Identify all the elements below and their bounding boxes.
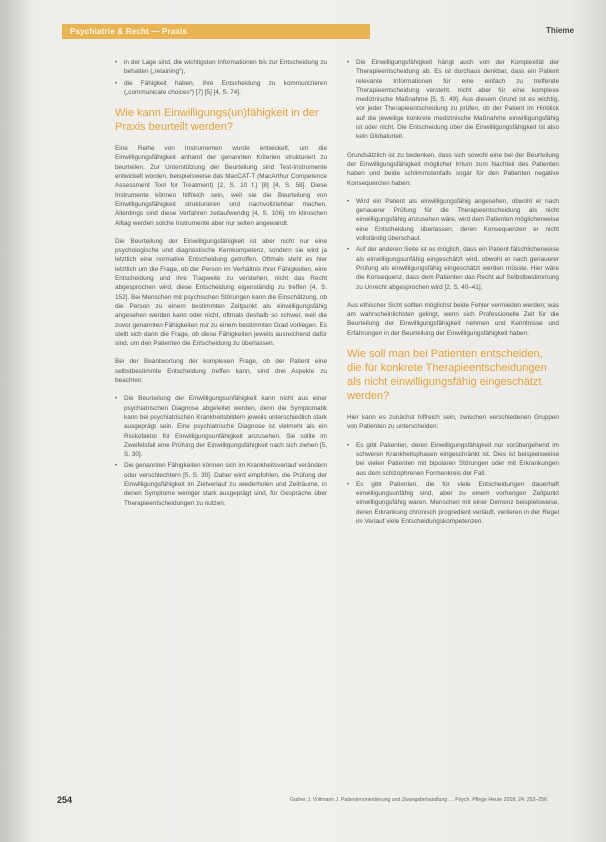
left-bullet-list bbox=[115, 394, 327, 508]
list-item: • Wird ein Patient als einwilligungsfähig angesehen, obwohl er nach genauerer Prüfung für die Therapieentscheidung als nicht einwilligungsfähig anzusehen wäre, wird dem Patienten möglicherweise eine Entscheidung überlassen, deren Konsequenzen er nicht vollständig überschaut. bbox=[347, 197, 559, 243]
list-item: • die Fähigkeit haben, ihre Entscheidung zu kommunizieren („communicate choices“) [7] [5] [4, S. 74]. bbox=[115, 79, 327, 98]
list-item: • Es gibt Patienten, deren Einwilligungsfähigkeit nur vorübergehend im schweren Krankheitsphasen eingeschränkt ist. Dies ist beispielsweise bei vielen Patienten mit bipolaren Störungen oder mit Erkrankungen aus dem schizophrenen Formenkreis der Fall. bbox=[347, 441, 559, 478]
list-item: • Es gibt Patienten, die für viele Entscheidungen dauerhaft einwilligungsunfähig sind, aber zu einem vorherigen Zeitpunkt einwilligungsfähig waren. Menschen mit einer Demenz beispielsweise, deren Erkrankung chronisch progredient verläuft, verlieren in der Regel im Verlauf viele Entscheidungskompetenzen. bbox=[347, 480, 559, 526]
right-top-bullet-list bbox=[347, 58, 559, 142]
list-item: • Die genannten Fähigkeiten können sich im Krankheitsverlauf verändern oder verschlechtern [5, S. 30]. Daher wird empfohlen, die Prüfung der Einwilligungsfähigkeit im Zeitverlauf zu wiederholen und Zeiträume, in denen Symptome weniger stark ausgeprägt sind, für Gespräche über Therapieentscheidungen zu nutzen. bbox=[115, 461, 327, 507]
list-item: • Die Beurteilung der Einwilligungsunfähigkeit kann nicht aus einer psychiatrischen Diagnose abgeleitet werden, denn die Symptomatik kann bei psychiatrischen Krankheitsbildern jeweils unterschiedlich stark ausgeprägt sein. Eine psychiatrische Diagnose ist vielmehr als ein Risikofaktor für Einwilligungsunfähigkeit anzusehen. Sie sollte im Zweifelsfall eine Prüfung der Einwilligungsfähigkeit nach sich ziehen [5, S. 30]. bbox=[115, 394, 327, 459]
publisher-brand: Thieme bbox=[545, 26, 574, 35]
paragraph: Aus ethischer Sicht sollten möglichst beide Fehler vermieden werden; was am wahrscheinlichsten gelingt, wenn sich Professionelle Zeit für die Beurteilung der Einwilligungsfähigkeit nehmen und Kenntnisse und Erfahrungen in der Beurteilung der Einwilligungsfähigkeit haben. bbox=[347, 301, 559, 337]
list-item: • in der Lage sind, die wichtigsten Informationen bis zur Entscheidung zu behalten („retaining“), bbox=[115, 58, 327, 77]
paragraph: Eine Reihe von Instrumenten wurde entwickelt, um die Einwilligungsfähigkeit anhand der genannten Kriterien strukturiert zu beurteilen. Zur Unterstützung der Beurteilung sind Test-Instrumente entwickelt worden, beispielsweise das MacCAT-T (MacArthur Competence Assessment Tool for Treatment) [2, S. 10 f.] [8] [4, S. 58]. Diese Instrumente können hilfreich sein, weil sie die Beurteilung von Einwilligungsfähigkeit strukturieren und nachvollziehbar machen. Allerdings sind diese Verfahren zeitaufwendig [4, S. 106]. Im klinischen Alltag werden solche Instrumente aber nur selten angewandt. bbox=[115, 145, 327, 227]
page-fold-shadow bbox=[0, 0, 30, 842]
section-heading: Wie kann Einwilligungs(un)fähigkeit in der Praxis beurteilt werden? bbox=[115, 107, 319, 134]
footer-citation: Gather J, Vollmann J. Patientenorientierung und Zwangsbehandlung … Psych. Pflege Heute 2018; 24: 252–256 bbox=[290, 797, 547, 803]
section-heading: Wie soll man bei Patienten entscheiden, die für konkrete Therapieentscheidungen als nicht einwilligungsfähig eingeschätzt werden? bbox=[347, 348, 547, 403]
right-bottom-bullet-list bbox=[347, 441, 559, 527]
left-column bbox=[115, 58, 327, 517]
section-header-bar bbox=[62, 24, 370, 39]
list-item: • Die Einwilligungsfähigkeit hängt auch von der Komplexität der Therapieentscheidung ab. Es ist durchaus denkbar, dass ein Patient relevante Informationen für eine einfach zu treffende Therapieentscheidung versteht, nicht aber für eine komplexe medizinische Maßnahme [5, S. 49]. Aus diesem Grund ist es wichtig, vor jeder Therapieentscheidung zu prüfen, ob der Patient im Hinblick auf die jeweilige konkrete medizinische Maßnahme einwilligungsfähig ist oder nicht. Die Entscheidung über die Einwilligungsfähigkeit ist also kein Globalurteil. bbox=[347, 58, 559, 142]
paragraph: Die Beurteilung der Einwilligungsfähigkeit ist aber nicht nur eine psychologische und diagnostische Kernkompetenz, sondern sie wird ja letztlich eine normative Entscheidung getroffen. Oftmals steht es hier letztlich um die Frage, ob der Person im Verhältnis ihrer Fähigkeiten, eine Entscheidung und ihre Tragweite zu verstehen, nicht das Recht abgesprochen wird, diese Entscheidung eigenständig zu treffen [4, S. 152]. Bei Menschen mit psychischen Störungen kann die Einschätzung, ob die Person zu einem bestimmten Zeitpunkt als einwilligungsfähig angesehen werden kann oder nicht, oftmals deshalb so schwer, weil die zuvor genannten Fähigkeiten nur zu einem bestimmten Grad vorliegen. Es stellt sich dann die Frage, ob diese Fähigkeiten jeweils ausreichend dafür sind, um den Patienten die Entscheidung zu überlassen. bbox=[115, 237, 327, 348]
paragraph: Grundsätzlich ist zu bedenken, dass sich sowohl eine bei der Beurteilung der Einwilligungsfähigkeit möglicher Irrtum zum Nachteil des Patienten haben und beide schlimmstenfalls sogar für den Patienten negative Konsequenzen haben: bbox=[347, 151, 559, 187]
paragraph: Bei der Beantwortung der komplexen Frage, ob der Patient eine selbstbestimmte Entscheidung treffen kann, sind drei Aspekte zu beachten: bbox=[115, 358, 327, 385]
page-number: 254 bbox=[57, 795, 73, 805]
list-item: • Auf der anderen Seite ist es möglich, dass ein Patient fälschlicherweise als einwilligungsunfähig eingeschätzt wird, obwohl er nach genauerer Prüfung als einwilligungsfähig eingeschätzt werden müsste. Hier wäre die Konsequenz, dass dem Patienten das Recht auf Selbstbestimmung zu Unrecht abgesprochen wird [2, S. 40–41]. bbox=[347, 245, 559, 291]
left-top-bullet-list bbox=[115, 58, 327, 97]
right-column bbox=[347, 58, 559, 535]
section-label: Psychiatrie & Recht — Praxis bbox=[70, 27, 188, 36]
right-bullet-list bbox=[347, 197, 559, 292]
paragraph: Hier kann es zunächst hilfreich sein, zwischen verschiedenen Gruppen von Patienten zu unterscheiden: bbox=[347, 414, 559, 431]
